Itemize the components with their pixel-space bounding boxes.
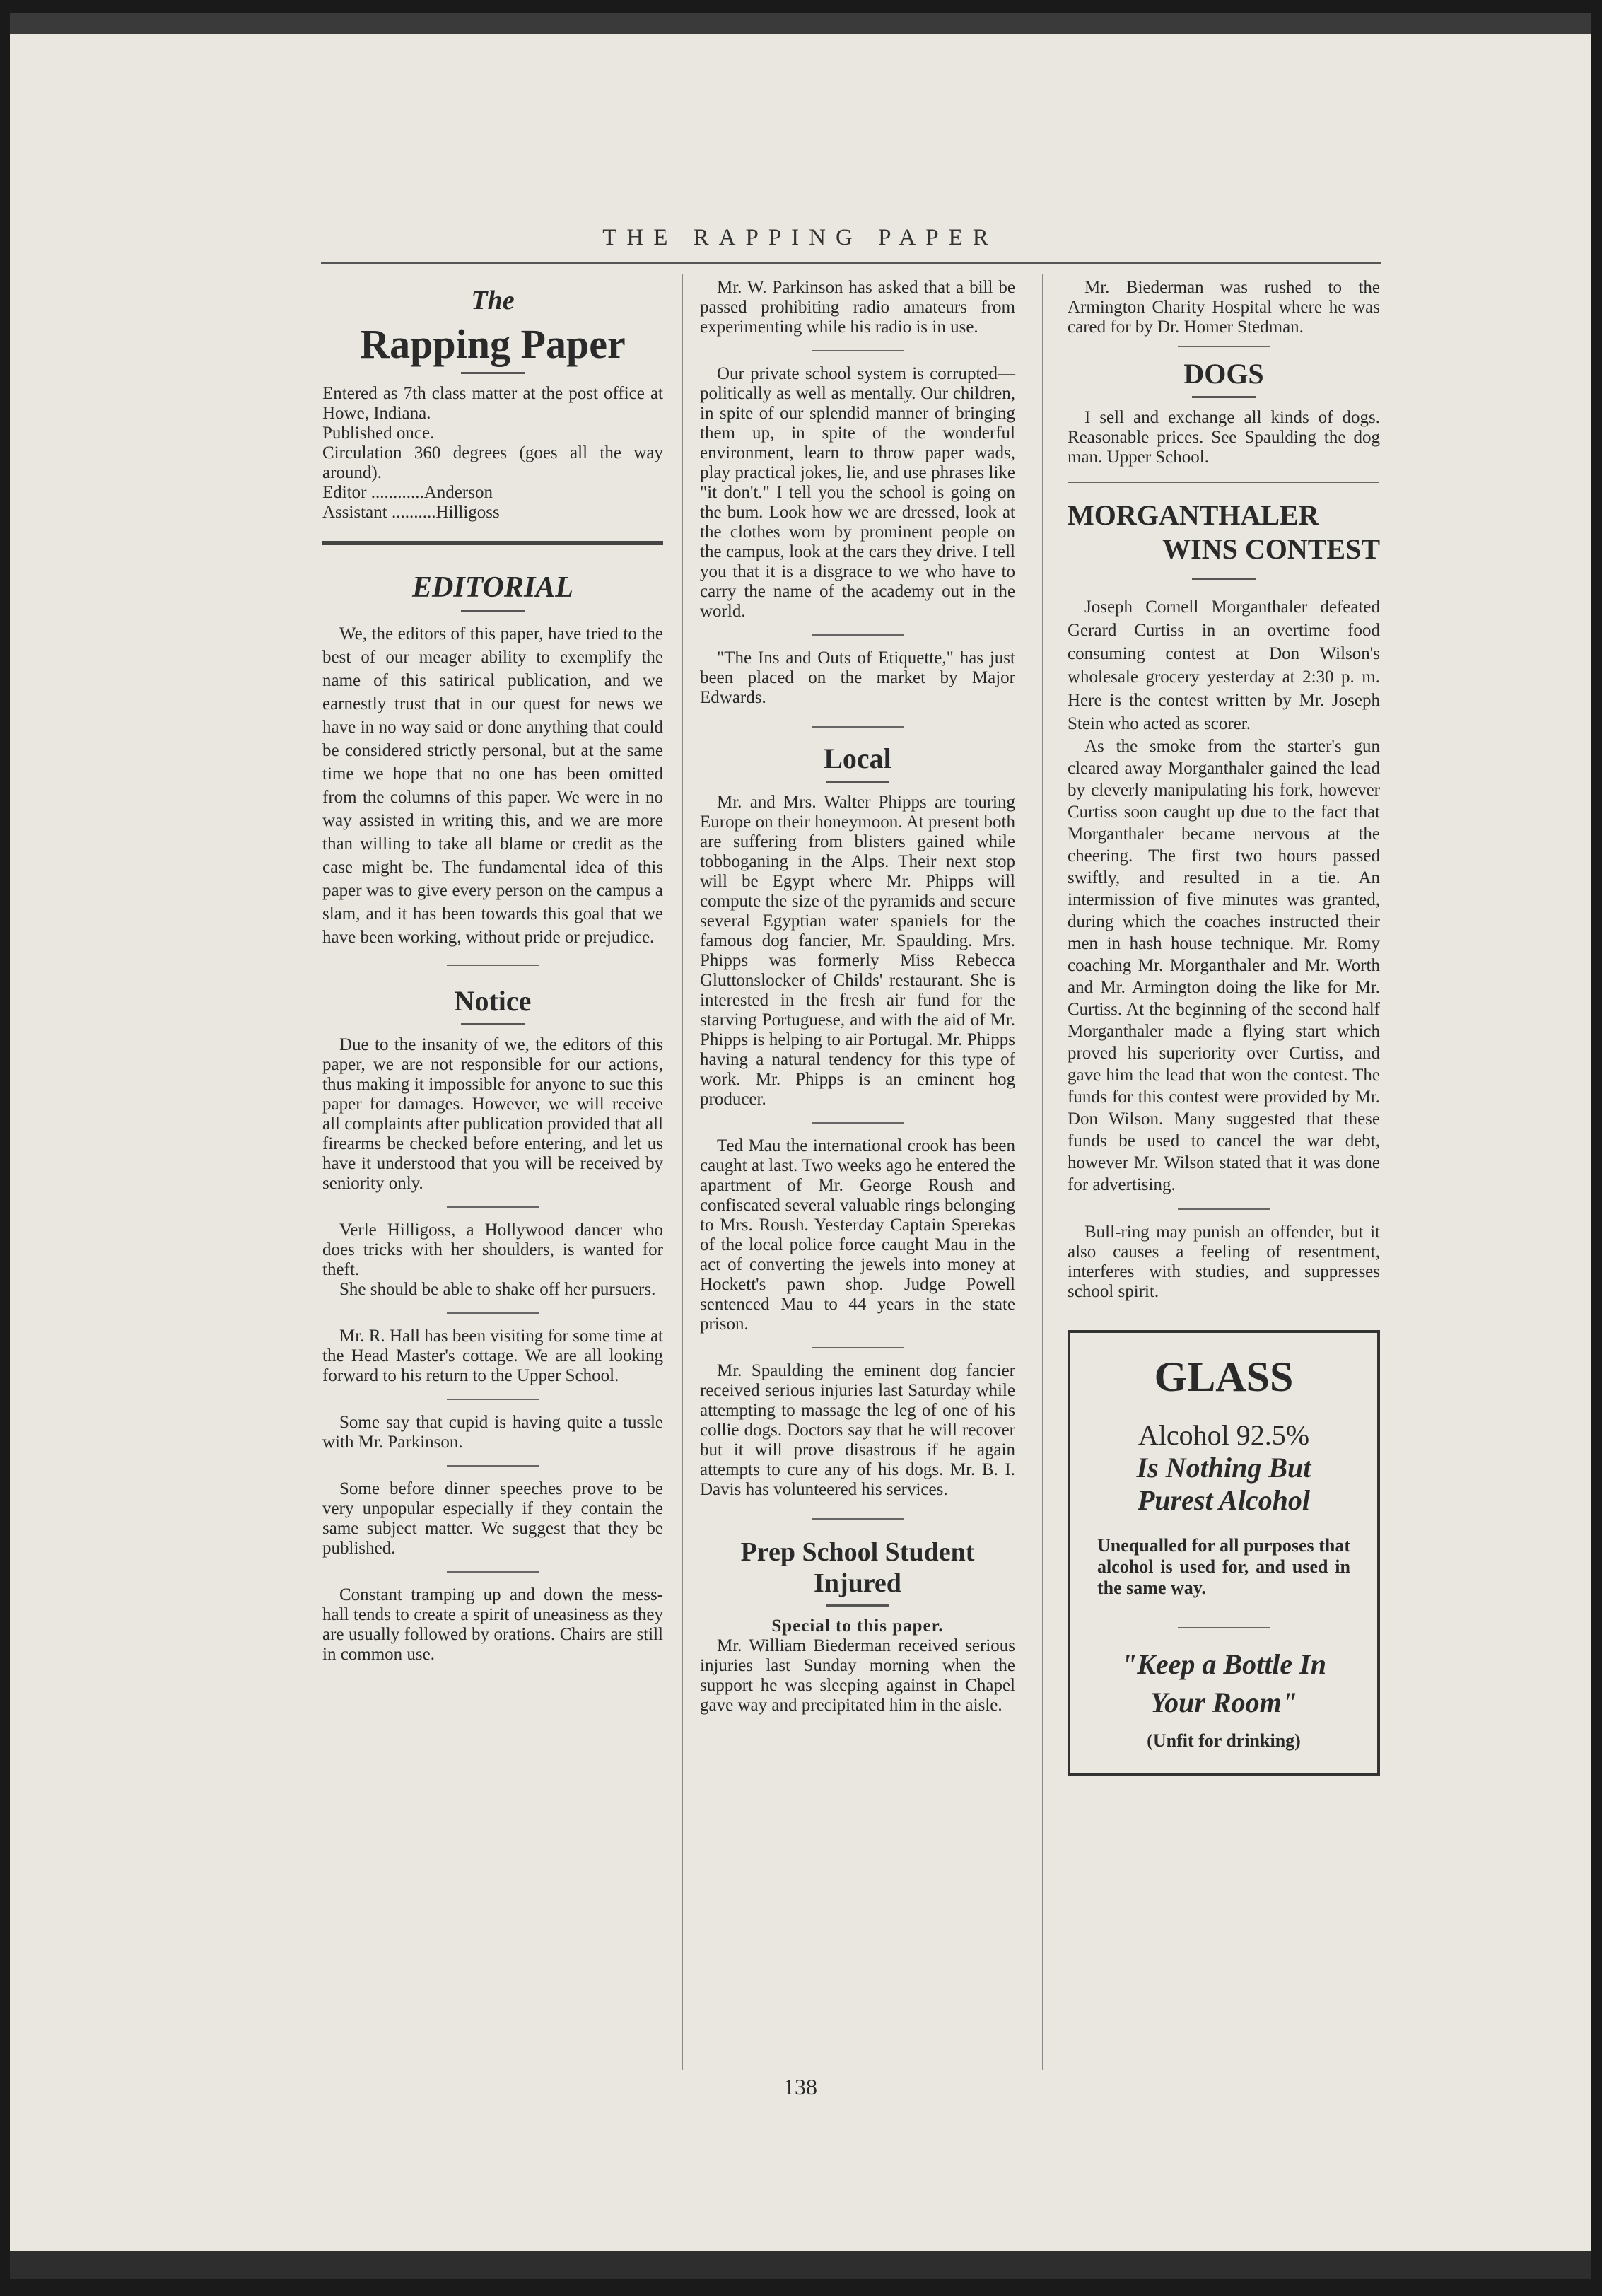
heading-rule (1192, 578, 1256, 580)
news-item: Verle Hilligoss, a Hollywood dancer who does tricks with her shoulders, is wanted for theft. (322, 1220, 663, 1279)
masthead-published: Published once. (322, 424, 435, 443)
masthead-thick-rule (322, 541, 663, 545)
masthead-assistant: Assistant ..........Hilligoss (322, 503, 500, 522)
ad-quote-line2: Your Room" (1150, 1686, 1297, 1718)
column-3 (1068, 278, 1380, 1776)
column-2 (700, 278, 1015, 1715)
masthead-rule (461, 372, 525, 374)
glass-advertisement (1068, 1330, 1380, 1776)
separator (447, 1399, 539, 1400)
scan-top-edge (10, 13, 1591, 34)
heading-rule (826, 781, 889, 783)
separator (812, 1122, 904, 1124)
dogs-body: I sell and exchange all kinds of dogs. Reasonable prices. See Spaulding the dog man. Upper School. (1068, 408, 1380, 467)
masthead-circulation: Circulation 360 degrees (goes all the way around). (322, 443, 663, 482)
separator (447, 1571, 539, 1573)
news-item: Our private school system is corrupted—politically as well as mentally. Our children, in spite of our splendid manner of bringing them up, in spite of the wonderful environment, learn to throw paper wads, play practical jokes, lie, and use phrases like "it don't." I tell you the school is going on the bum. Look how we are dressed, look at the clothes worn by prominent people on the campus, look at the cars they drive. I tell you that it is a disgrace to we who have to carry the name of the academy out in the world. (700, 364, 1015, 621)
news-item: Mr. W. Parkinson has asked that a bill be passed prohibiting radio amateurs from experimenting while his radio is in use. (700, 278, 1015, 337)
ad-line2: Is Nothing But (1136, 1452, 1311, 1484)
local-item: Ted Mau the international crook has been caught at last. Two weeks ago he entered the apartment of Mr. George Roush and confiscated several valuable rings belonging to Mrs. Roush. Yesterday Captain Sperekas of the local police force caught Mau in the act of converting the jewels into money at Hockett's pawn shop. Judge Powell sentenced Mau to 44 years in the state prison. (700, 1136, 1015, 1334)
prep-heading: Prep School Student Injured (740, 1537, 975, 1598)
separator (812, 634, 904, 636)
local-item: Mr. Spaulding the eminent dog fancier received serious injuries last Saturday while attempting to massage the leg of one of his collie dogs. Doctors say that he will recover but it will prove disastrous if he again attempts to cure any of his dogs. Mr. B. I. Davis has volunteered his services. (700, 1361, 1015, 1499)
news-item: Mr. R. Hall has been visiting for some time at the Head Master's cottage. We are all looking forward to his return to the Upper School. (322, 1327, 663, 1385)
column-divider (682, 274, 683, 2070)
ad-closing: (Unfit for drinking) (1147, 1730, 1301, 1751)
notice-heading: Notice (454, 985, 532, 1017)
masthead-title: Rapping Paper (360, 321, 626, 367)
local-heading: Local (824, 742, 891, 774)
morganthaler-paragraph: Joseph Cornell Morganthaler defeated Gerard Curtiss in an overtime food consuming contest at Don Wilson's wholesale grocery yesterday at 2:30 p. m. Here is the contest written by Mr. Joseph Stein who acted as scorer. (1068, 598, 1380, 733)
dogs-heading: DOGS (1183, 358, 1264, 390)
separator (812, 350, 904, 351)
ad-small-text: Unequalled for all purposes that alcohol is used for, and used in the same way. (1097, 1535, 1350, 1598)
header-rule (321, 262, 1381, 264)
heading-rule (826, 1604, 889, 1607)
news-item: Constant tramping up and down the mess-hall tends to create a spirit of uneasiness as they are usually followed by orations. Chairs are still in common use. (322, 1585, 663, 1664)
column-divider (1042, 274, 1043, 2070)
column-1 (322, 278, 663, 1665)
ad-line3: Purest Alcohol (1137, 1484, 1311, 1516)
separator (1178, 1627, 1270, 1628)
morganthaler-paragraph: As the smoke from the starter's gun cleared away Morganthaler gained the lead by cleverly manipulating his fork, however Curtiss soon caught up due to the fact that Morganthaler became nervous at the cheering. The first two hours passed swiftly, and resulted in a tie. An intermission of five minutes was granted, during which the coaches instructed their men in hash house technique. Mr. Romy coaching Mr. Morganthaler and Mr. Worth and Mr. Armington doing the like for Mr. Curtiss. At the beginning of the second half Morganthaler made a flying start which proved his superiority over Curtiss, and gave him the lead that won the contest. The funds for this contest were provided by Mr. Don Wilson. Many suggested that these funds be used to cancel the war debt, however Mr. Wilson stated that it was done for advertising. (1068, 737, 1380, 1194)
editorial-body: We, the editors of this paper, have tried to the best of our meager ability to exemplify the name of this satirical publication, and we earnestly trust that in our quest for news we have in no way said or done anything that could be considered strictly personal, but at the same time we hope that no one has been omitted from the columns of this paper. We were in no way assisted in writing this, and we are more than willing to take all blame or credit as the case might be. The fundamental idea of this paper was to give every person on the campus a slam, and it has been towards this goal that we have been working, without pride or prejudice. (322, 624, 663, 947)
prep-body: Mr. William Biederman received serious injuries last Sunday morning when the support he was sleeping against in Chapel gave way and precipitated him in the aisle. (700, 1636, 1015, 1715)
notice-body: Due to the insanity of we, the editors of this paper, we are not responsible for our actions, thus making it impossible for anyone to sue this paper for damages. However, we will receive all complaints after publication provided that all firearms be checked before entering, and let us have it understood that you will be received by seniority only. (322, 1035, 663, 1193)
editorial-heading: EDITORIAL (412, 571, 573, 604)
page-number: 138 (783, 2074, 817, 2099)
separator (812, 726, 904, 728)
masthead-the: The (471, 286, 515, 315)
separator (1178, 346, 1270, 347)
separator (812, 1518, 904, 1520)
masthead-entered: Entered as 7th class matter at the post office at Howe, Indiana. (322, 384, 663, 423)
separator (1178, 1208, 1270, 1210)
newspaper-page (10, 13, 1591, 2279)
heading-rule (1192, 396, 1256, 398)
morganthaler-heading-line1: MORGANTHALER (1068, 499, 1319, 531)
prep-special: Special to this paper. (771, 1616, 944, 1636)
news-item: Mr. Biederman was rushed to the Armington Charity Hospital where he was cared for by Dr. Homer Stedman. (1068, 278, 1380, 337)
separator (812, 1347, 904, 1348)
ad-line1: Alcohol 92.5% (1138, 1419, 1310, 1451)
news-item: She should be able to shake off her pursuers. (339, 1280, 656, 1299)
news-item: "The Ins and Outs of Etiquette," has just been placed on the market by Major Edwards. (700, 648, 1015, 707)
heading-rule (461, 610, 525, 612)
morganthaler-heading-line2: WINS CONTEST (1162, 533, 1380, 565)
running-head: THE RAPPING PAPER (602, 225, 998, 250)
separator (447, 1206, 539, 1208)
bullring-item: Bull-ring may punish an offender, but it also causes a feeling of resentment, interferes with studies, and suppresses school spirit. (1068, 1223, 1380, 1301)
news-item: Some say that cupid is having quite a tussle with Mr. Parkinson. (322, 1413, 663, 1452)
separator (447, 1465, 539, 1467)
ad-title: GLASS (1154, 1353, 1294, 1400)
heading-rule (461, 1023, 525, 1025)
separator (447, 1312, 539, 1314)
separator (1068, 482, 1379, 483)
news-item: Some before dinner speeches prove to be very unpopular especially if they contain the same subject matter. We suggest that they be published. (322, 1479, 663, 1558)
separator (447, 965, 539, 966)
ad-quote-line1: "Keep a Bottle In (1121, 1648, 1326, 1680)
masthead-editor: Editor ............Anderson (322, 483, 493, 502)
local-item: Mr. and Mrs. Walter Phipps are touring Europe on their honeymoon. At present both are suffering from blisters gained while tobboganing in the Alps. Their next stop will be Egypt where Mr. Phipps will compute the size of the pyramids and secure several Egyptian water spaniels for the famous dog fancier, Mr. Spaulding. Mrs. Phipps was formerly Miss Rebecca Gluttonslocker of Childs' restaurant. She is interested in the fresh air fund for the starving Portuguese, and with the aid of Mr. Phipps is helping to air Portugal. Mr. Phipps having a natural tendency for this type of work. Mr. Phipps is an eminent hog producer. (700, 793, 1015, 1109)
scan-bottom-edge (10, 2251, 1591, 2279)
